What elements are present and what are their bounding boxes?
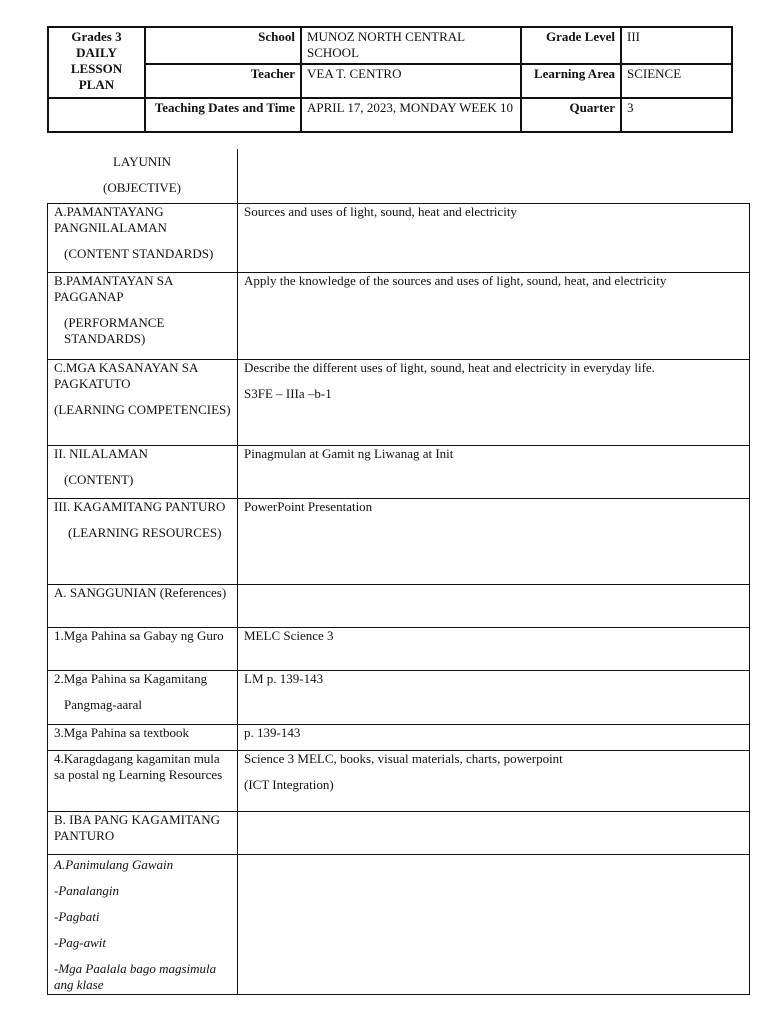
textbook-pages-label: 3.Mga Pahina sa textbook <box>54 725 190 740</box>
row-label <box>48 671 238 725</box>
content-value: Pinagmulan at Gamit ng Liwanag at Init <box>244 446 454 461</box>
title-spacer-cell <box>48 98 145 132</box>
row-label <box>48 446 238 499</box>
table-row <box>48 855 750 995</box>
additional-materials-value: Science 3 MELC, books, visual materials, charts, powerpoint <box>244 751 563 766</box>
row-value <box>238 499 750 585</box>
learning-competencies-sub: (LEARNING COMPETENCIES) <box>54 402 231 417</box>
objective-heading-line1: LAYUNIN <box>112 154 172 169</box>
content-label: II. NILALAMAN <box>54 446 148 461</box>
row-value <box>238 725 750 751</box>
teaching-dates-value: APRIL 17, 2023, MONDAY WEEK 10 <box>301 98 521 132</box>
grade-level-value: III <box>621 27 732 64</box>
row-label <box>48 499 238 585</box>
header-table <box>47 26 733 133</box>
row-value <box>238 446 750 499</box>
teacher-value: VEA T. CENTRO <box>301 64 521 98</box>
performance-standards-label: B.PAMANTAYAN SA PAGGANAP <box>54 273 173 304</box>
table-row <box>48 751 750 812</box>
document-title <box>48 27 145 98</box>
performance-standards-value: Apply the knowledge of the sources and uses of light, sound, heat, and electricity <box>244 273 667 288</box>
table-row <box>48 499 750 585</box>
content-standards-label: A.PAMANTAYANG PANGNILALAMAN <box>54 204 167 235</box>
learner-materials-sub: Pangmag-aaral <box>64 697 142 712</box>
table-row <box>48 812 750 855</box>
content-standards-value: Sources and uses of light, sound, heat and electricity <box>244 204 517 219</box>
table-row <box>48 671 750 725</box>
quarter-value: 3 <box>621 98 732 132</box>
objective-heading-line2: (OBJECTIVE) <box>103 180 181 195</box>
row-value <box>238 855 750 995</box>
title-line-plan: PLAN <box>78 77 115 92</box>
row-label <box>48 360 238 446</box>
activities-title: A.Panimulang Gawain <box>54 857 174 872</box>
teacher-label: Teacher <box>145 64 301 98</box>
teaching-dates-label: Teaching Dates and Time <box>145 98 301 132</box>
title-line-lesson: LESSON <box>70 61 123 76</box>
row-label <box>48 725 238 751</box>
textbook-pages-value: p. 139-143 <box>244 725 301 740</box>
learner-materials-label: 2.Mga Pahina sa Kagamitang <box>54 671 208 686</box>
row-value <box>238 628 750 671</box>
quarter-label: Quarter <box>521 98 621 132</box>
grade-level-label: Grade Level <box>521 27 621 64</box>
row-label <box>48 273 238 360</box>
learning-resources-label: III. KAGAMITANG PANTURO <box>54 499 226 514</box>
learning-competencies-label: C.MGA KASANAYAN SA PAGKATUTO <box>54 360 198 391</box>
content-sub: (CONTENT) <box>64 472 134 487</box>
learning-area-label: Learning Area <box>521 64 621 98</box>
performance-standards-sub: (PERFORMANCE STANDARDS) <box>64 315 165 346</box>
teacher-guide-pages-value: MELC Science 3 <box>244 628 334 643</box>
lesson-table <box>47 203 750 995</box>
row-value <box>238 585 750 628</box>
column-divider <box>237 149 238 203</box>
additional-materials-label: 4.Karagdagang kagamitan mula sa postal ng Learning Resources <box>54 751 223 782</box>
table-row <box>48 273 750 360</box>
row-value <box>238 751 750 812</box>
objective-heading <box>47 149 237 202</box>
row-value <box>238 671 750 725</box>
table-row <box>48 360 750 446</box>
learning-resources-sub: (LEARNING RESOURCES) <box>68 525 222 540</box>
table-row <box>48 725 750 751</box>
references-label: A. SANGGUNIAN (References) <box>54 585 227 600</box>
title-line-grade: Grades 3 <box>71 29 122 44</box>
row-value <box>238 204 750 273</box>
learner-materials-value: LM p. 139-143 <box>244 671 324 686</box>
row-label <box>48 855 238 995</box>
content-standards-sub: (CONTENT STANDARDS) <box>64 246 214 261</box>
row-label <box>48 585 238 628</box>
school-label: School <box>145 27 301 64</box>
row-value <box>238 360 750 446</box>
learning-area-value: SCIENCE <box>621 64 732 98</box>
school-value: MUNOZ NORTH CENTRAL SCHOOL <box>301 27 521 64</box>
learning-resources-value: PowerPoint Presentation <box>244 499 373 514</box>
row-label <box>48 751 238 812</box>
row-label <box>48 628 238 671</box>
activity-item: -Mga Paalala bago magsimula ang klase <box>54 961 217 992</box>
teacher-guide-pages-label: 1.Mga Pahina sa Gabay ng Guro <box>54 628 224 643</box>
title-line-daily: DAILY <box>76 45 117 60</box>
row-label <box>48 204 238 273</box>
table-row <box>48 585 750 628</box>
activity-item: -Pag-awit <box>54 935 106 950</box>
row-value <box>238 273 750 360</box>
learning-competencies-code: S3FE – IIIa –b-1 <box>244 386 332 401</box>
ict-integration-note: (ICT Integration) <box>244 777 334 792</box>
activity-item: -Panalangin <box>54 883 119 898</box>
table-row <box>48 204 750 273</box>
table-row <box>48 446 750 499</box>
other-materials-label: B. IBA PANG KAGAMITANG PANTURO <box>54 812 221 843</box>
activity-item: -Pagbati <box>54 909 100 924</box>
row-value <box>238 812 750 855</box>
row-label <box>48 812 238 855</box>
learning-competencies-value: Describe the different uses of light, sound, heat and electricity in everyday life. <box>244 360 655 375</box>
table-row <box>48 628 750 671</box>
